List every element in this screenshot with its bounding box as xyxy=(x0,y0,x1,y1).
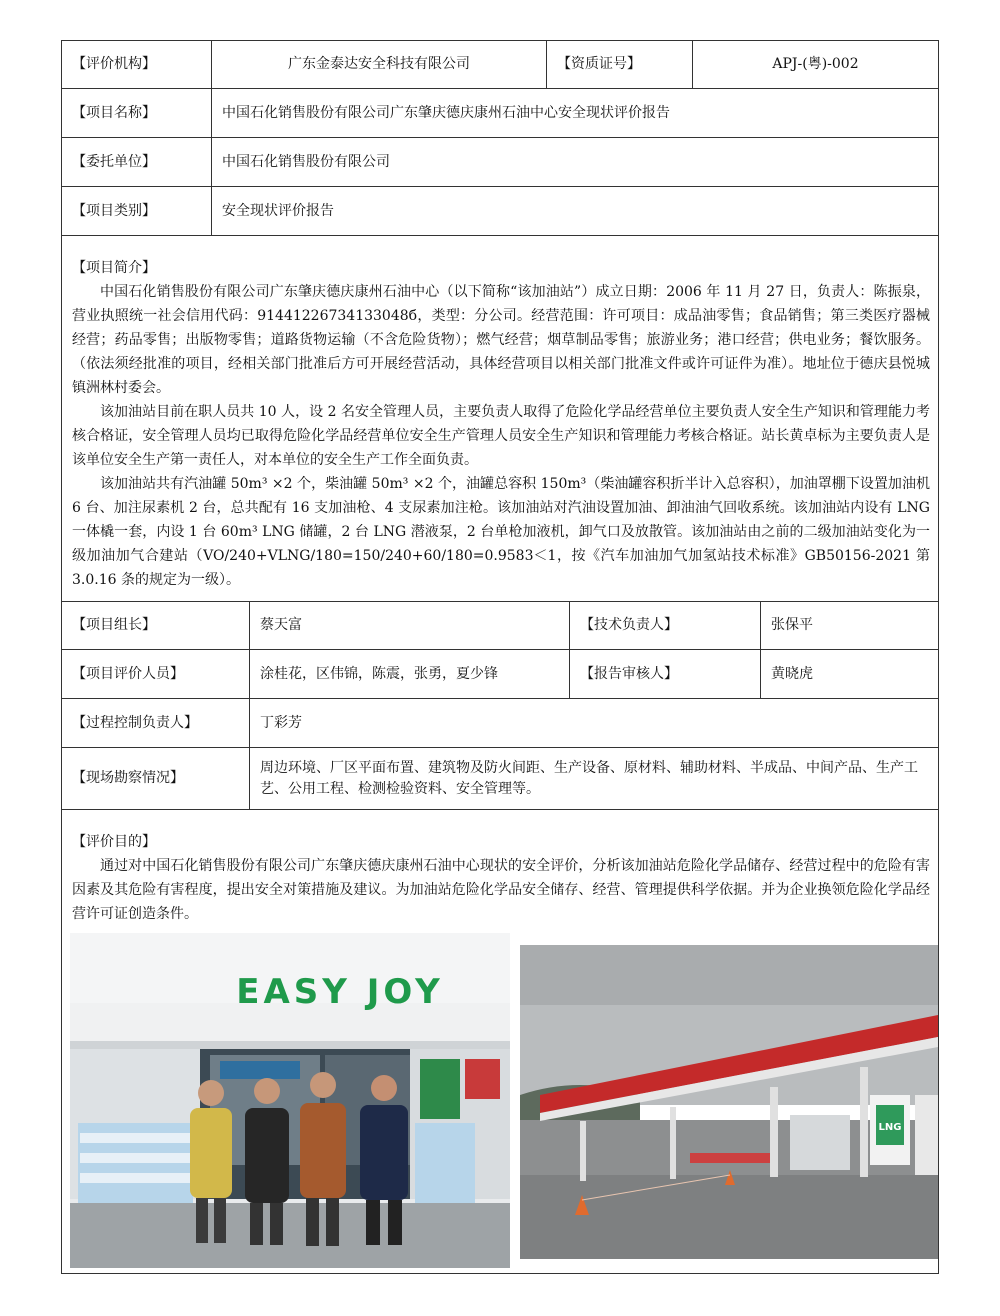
project-name-label: 【项目名称】 xyxy=(72,104,156,121)
row-evaluators xyxy=(62,650,938,699)
org-value: 广东金泰达安全科技有限公司 xyxy=(211,41,546,88)
purpose-heading: 【评价目的】 xyxy=(72,834,156,850)
row-project-name xyxy=(62,89,938,138)
row-intro xyxy=(62,236,938,602)
cert-value: APJ-(粤)-002 xyxy=(692,41,938,88)
station-canopy-photo xyxy=(520,945,938,1259)
intro-heading: 【项目简介】 xyxy=(72,260,156,276)
row-process-control xyxy=(62,699,938,748)
tech-value: 张保平 xyxy=(760,602,938,649)
store-sign-text: EASY JOY xyxy=(236,972,444,1012)
store-front-photo xyxy=(70,933,510,1268)
reviewer-label: 【报告审核人】 xyxy=(569,650,760,698)
client-value: 中国石化销售股份有限公司 xyxy=(211,138,938,186)
intro-paragraph-3: 该加油站共有汽油罐 50m³ ×2 个，柴油罐 50m³ ×2 个，油罐总容积 150m³（柴油罐容积折半计入总容积），加油罩棚下设置加油机 6 台、加注尿素机 2 台，总共配有 16 支加油枪、4 支尿素加注枪。该加油站对汽油设置加油、卸油油气回收系统。该加油站内设有 LNG 一体橇一套，内设 1 台 60m³ LNG 储罐，2 台 LNG 潜液泵，2 台单枪加液机，卸气口及放散管。该加油站由之前的二级加油站变化为一级加油加气合建站（VO/240+VLNG/180=150/240+60/180=0.9583＜1，按《汽车加油加气加氢站技术标准》GB50156-2021 第 3.0.16 条的规定为一级）。 xyxy=(72,476,930,588)
project-name-value: 中国石化销售股份有限公司广东肇庆德庆康州石油中心安全现状评价报告 xyxy=(211,89,938,137)
row-client xyxy=(62,138,938,187)
process-label: 【过程控制负责人】 xyxy=(72,714,198,731)
lng-badge-text: LNG xyxy=(878,1122,902,1133)
report-sheet xyxy=(61,40,939,1274)
intro-paragraph-1: 中国石化销售股份有限公司广东肇庆德庆康州石油中心（以下简称“该加油站”）成立日期：2006 年 11 月 27 日，负责人：陈振泉，营业执照统一社会信用代码：91441226734133048б，类型：分公司。经营范围：许可项目：成品油零售；食品销售；第三类医疗器械经营；药品零售；出版物零售；道路货物运输（不含危险货物）；燃气经营；烟草制品零售；旅游业务；港口经营；供电业务；餐饮服务。（依法须经批准的项目，经相关部门批准后方可开展经营活动，具体经营项目以相关部门批准文件或许可证件为准）。地址位于德庆县悦城镇洲林村委会。 xyxy=(72,284,930,396)
intro-block xyxy=(62,256,938,592)
row-leader xyxy=(62,602,938,650)
tech-label: 【技术负责人】 xyxy=(569,602,760,649)
row-org xyxy=(62,41,938,89)
category-label: 【项目类别】 xyxy=(72,202,156,219)
org-label: 【评价机构】 xyxy=(72,56,156,72)
leader-value: 蔡天富 xyxy=(249,602,569,649)
evaluators-value: 涂桂花，区伟锦，陈震，张勇，夏少锋 xyxy=(249,650,569,698)
leader-label: 【项目组长】 xyxy=(72,617,156,633)
client-label: 【委托单位】 xyxy=(72,153,156,170)
reviewer-value: 黄晓虎 xyxy=(760,650,938,698)
purpose-block xyxy=(62,830,938,926)
category-value: 安全现状评价报告 xyxy=(211,187,938,235)
purpose-text: 通过对中国石化销售股份有限公司广东肇庆德庆康州石油中心现状的安全评价，分析该加油站危险化学品储存、经营过程中的危险有害因素及其危险有害程度，提出安全对策措施及建议。为加油站危险化学品安全储存、经营、管理提供科学依据。并为企业换领危险化学品经营许可证创造条件。 xyxy=(72,858,930,922)
evaluators-label: 【项目评价人员】 xyxy=(72,665,184,682)
cert-label: 【资质证号】 xyxy=(546,41,692,88)
survey-label: 【现场勘察情况】 xyxy=(72,770,184,786)
row-survey xyxy=(62,748,938,810)
row-category xyxy=(62,187,938,236)
process-value: 丁彩芳 xyxy=(249,699,938,747)
survey-value: 周边环境、厂区平面布置、建筑物及防火间距、生产设备、原材料、辅助材料、半成品、中间产品、生产工艺、公用工程、检测检验资料、安全管理等。 xyxy=(249,748,938,809)
intro-paragraph-2: 该加油站目前在职人员共 10 人，设 2 名安全管理人员，主要负责人取得了危险化学品经营单位主要负责人安全生产知识和管理能力考核合格证，安全管理人员均已取得危险化学品经营单位安全生产管理人员安全生产知识和管理能力考核合格证。站长黄卓标为主要负责人是该单位安全生产第一责任人，对本单位的安全生产工作全面负责。 xyxy=(72,404,930,468)
